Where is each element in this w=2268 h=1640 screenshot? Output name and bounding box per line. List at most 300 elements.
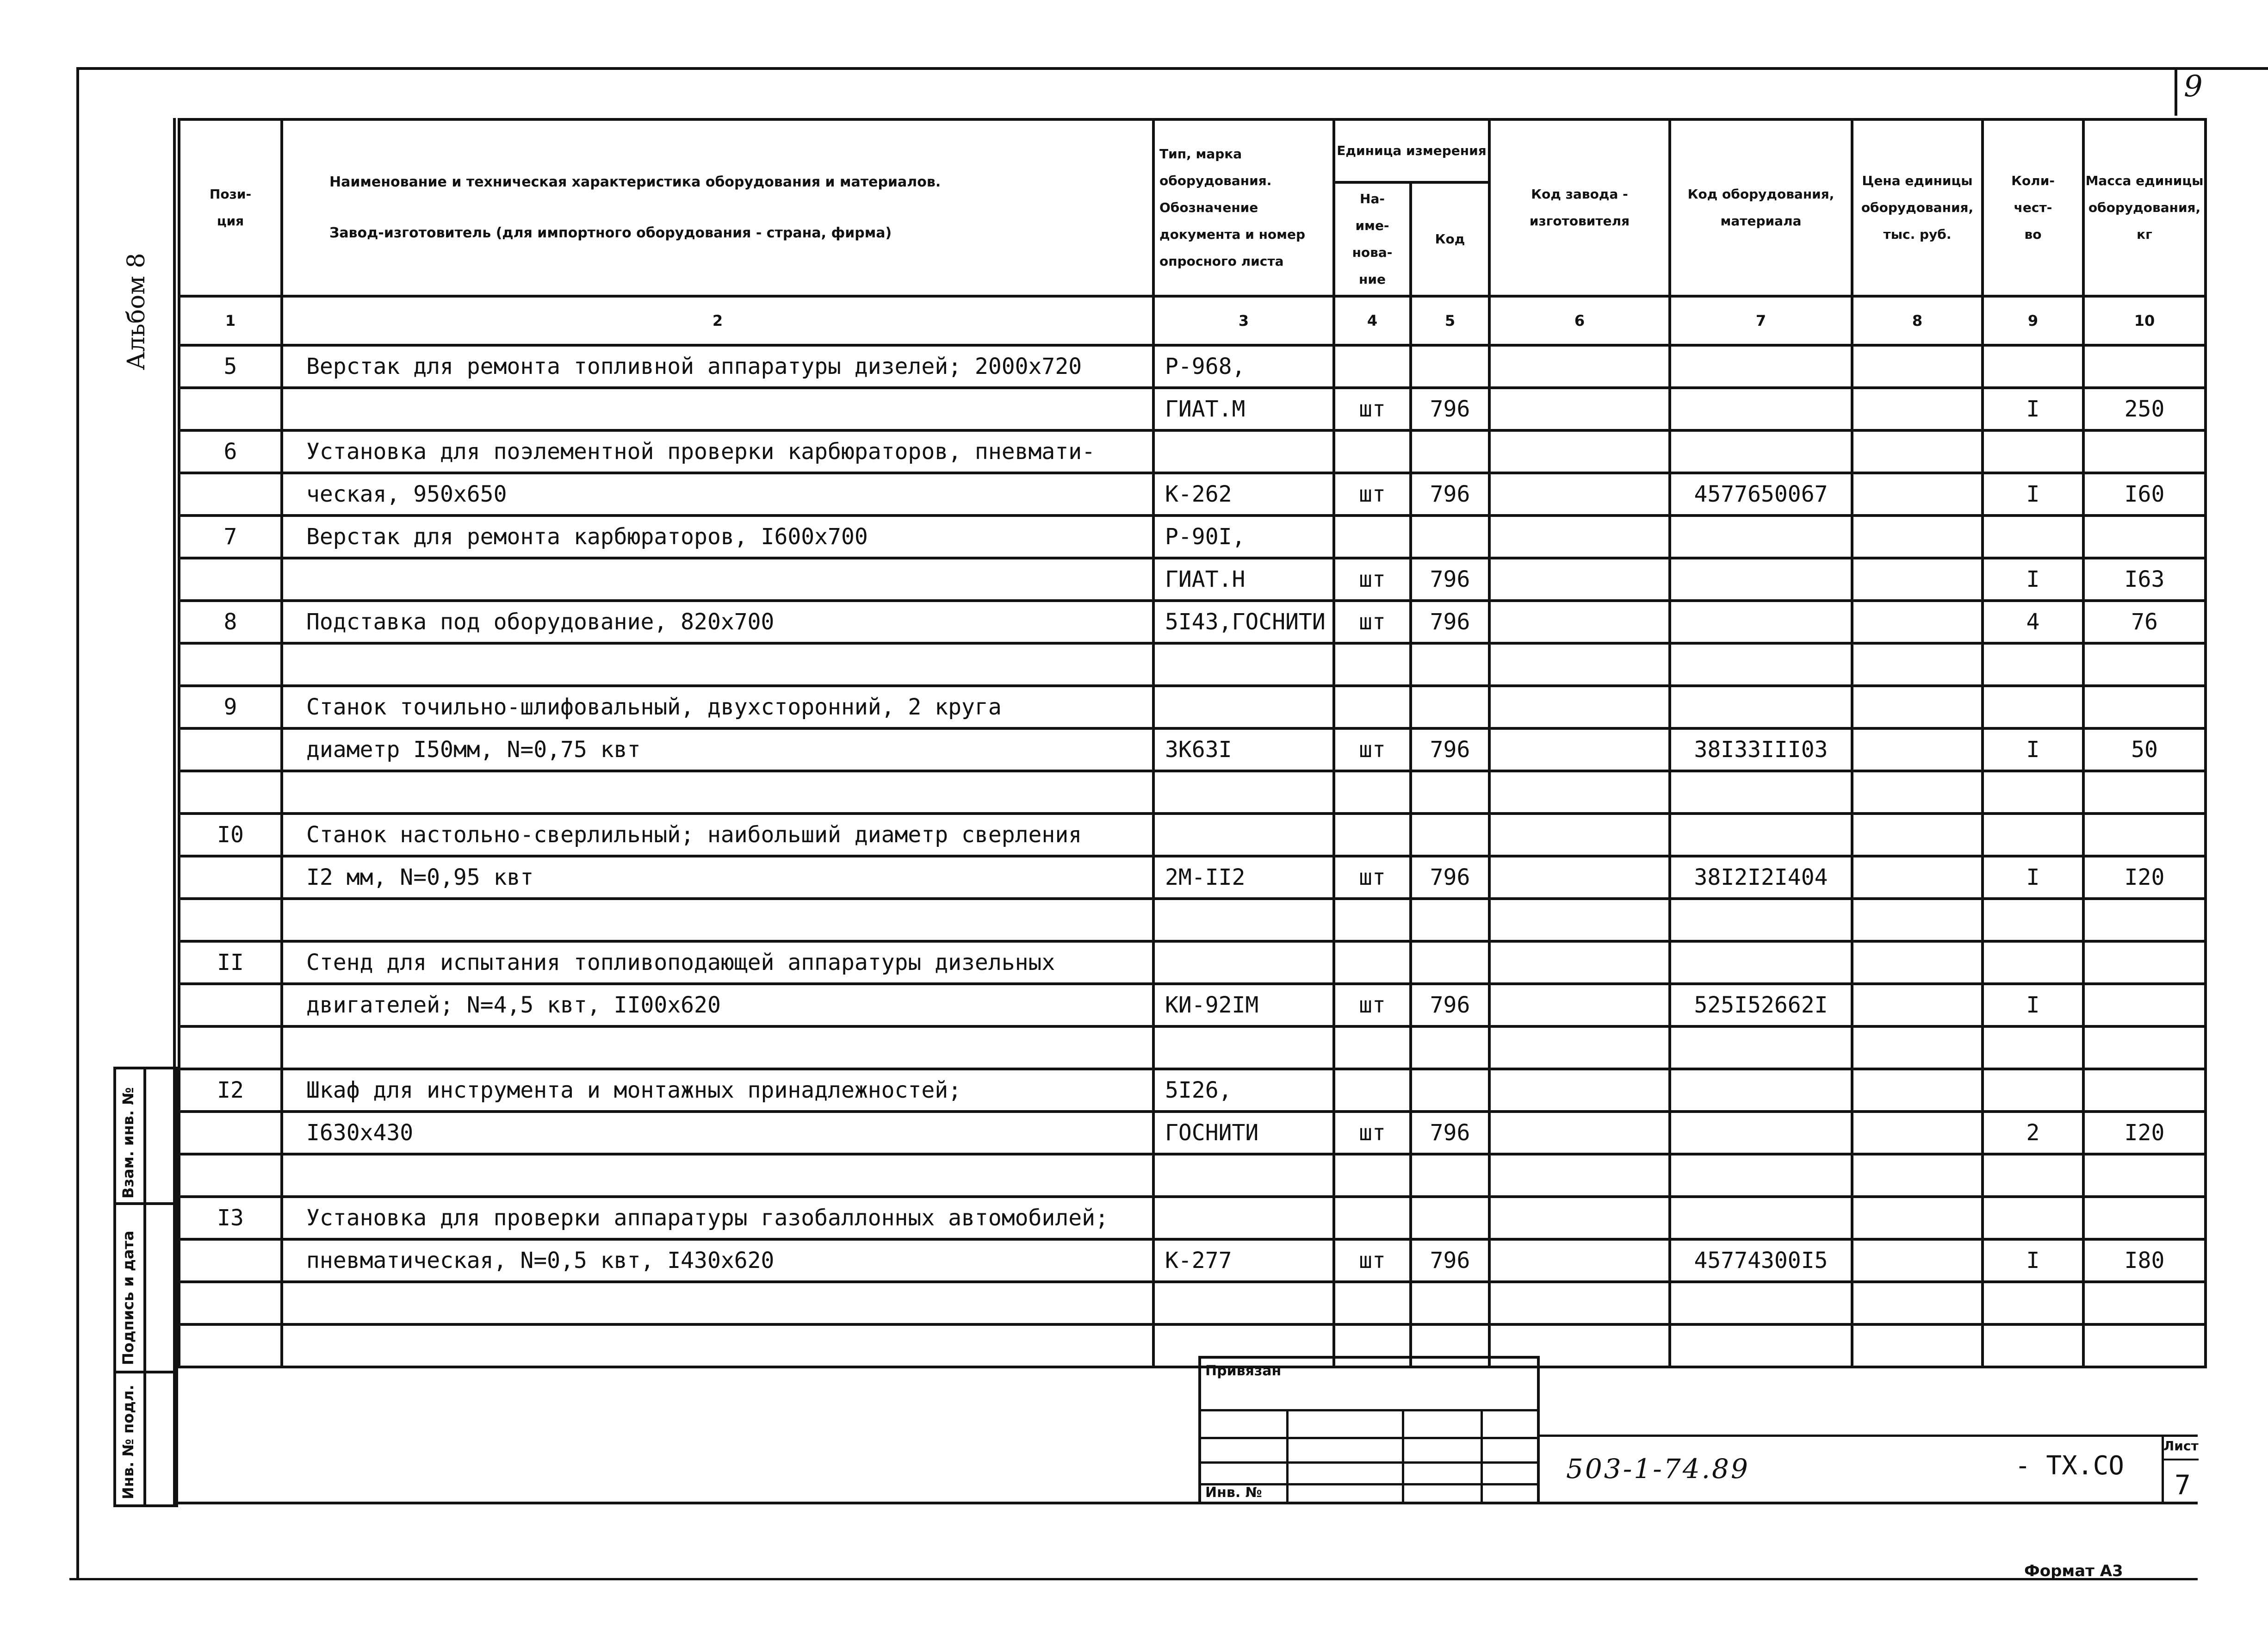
row-name	[282, 643, 1153, 686]
row-type	[1153, 1154, 1334, 1197]
row-position: 8	[179, 601, 282, 643]
row-unit-code: 796	[1411, 473, 1489, 516]
row-mass: I20	[2083, 1112, 2206, 1154]
row-qty: I	[1983, 473, 2083, 516]
row-maker-code	[1489, 516, 1670, 558]
row-price	[1852, 941, 1983, 984]
table-row	[179, 728, 2206, 771]
row-price	[1852, 984, 1983, 1026]
row-type: 3К63I	[1153, 728, 1334, 771]
row-price	[1852, 601, 1983, 643]
row-qty	[1983, 1197, 2083, 1239]
row-type: 2М-II2	[1153, 856, 1334, 899]
row-maker-code	[1489, 1197, 1670, 1239]
row-maker-code	[1489, 814, 1670, 856]
side-stamp-divider	[143, 1067, 146, 1504]
row-maker-code	[1489, 1069, 1670, 1112]
row-type	[1153, 686, 1334, 728]
attached-h1	[1198, 1409, 1537, 1411]
row-price	[1852, 1069, 1983, 1112]
col-number: 4	[1334, 296, 1411, 345]
row-name: двигателей; N=4,5 квт, II00х620	[282, 984, 1153, 1026]
row-position	[179, 1026, 282, 1069]
row-name: Станок настольно-сверлильный; наибольший диаметр сверления	[282, 814, 1153, 856]
row-position: 7	[179, 516, 282, 558]
row-price	[1852, 771, 1983, 814]
album-label: Альбом 8	[123, 253, 150, 370]
row-equip-code: 38I2I2I404	[1670, 856, 1852, 899]
table-row	[179, 1112, 2206, 1154]
row-maker-code	[1489, 558, 1670, 601]
row-mass	[2083, 430, 2206, 473]
row-mass	[2083, 516, 2206, 558]
row-unit-code: 796	[1411, 558, 1489, 601]
row-unit	[1334, 941, 1411, 984]
row-type	[1153, 430, 1334, 473]
row-position	[179, 728, 282, 771]
row-equip-code: 45774300I5	[1670, 1239, 1852, 1282]
row-position	[179, 856, 282, 899]
header-position: Пози- ция	[179, 119, 282, 296]
row-qty	[1983, 1324, 2083, 1367]
row-equip-code	[1670, 388, 1852, 430]
row-price	[1852, 728, 1983, 771]
header-mass: Масса единицы оборудования, кг	[2083, 119, 2206, 296]
row-unit-code: 796	[1411, 728, 1489, 771]
row-maker-code	[1489, 1239, 1670, 1282]
row-name: Станок точильно-шлифовальный, двухсторонний, 2 круга	[282, 686, 1153, 728]
row-name	[282, 771, 1153, 814]
row-unit-code: 796	[1411, 388, 1489, 430]
row-type	[1153, 1282, 1334, 1324]
row-unit: шт	[1334, 728, 1411, 771]
frame-top-line	[76, 67, 2268, 70]
row-position	[179, 899, 282, 941]
row-name: ческая, 950х650	[282, 473, 1153, 516]
row-mass	[2083, 686, 2206, 728]
row-position: I0	[179, 814, 282, 856]
title-top-line	[1537, 1435, 2198, 1437]
row-price	[1852, 388, 1983, 430]
row-qty: 2	[1983, 1112, 2083, 1154]
row-position: 9	[179, 686, 282, 728]
row-mass: I60	[2083, 473, 2206, 516]
row-mass	[2083, 1026, 2206, 1069]
row-unit	[1334, 1069, 1411, 1112]
col-number: 2	[282, 296, 1153, 345]
row-unit: шт	[1334, 1112, 1411, 1154]
col-number: 9	[1983, 296, 2083, 345]
row-type	[1153, 771, 1334, 814]
row-type	[1153, 814, 1334, 856]
row-name	[282, 388, 1153, 430]
row-unit-code: 796	[1411, 856, 1489, 899]
row-unit-code: 796	[1411, 1112, 1489, 1154]
row-price	[1852, 430, 1983, 473]
row-maker-code	[1489, 686, 1670, 728]
row-price	[1852, 1154, 1983, 1197]
row-equip-code	[1670, 558, 1852, 601]
table-row	[179, 430, 2206, 473]
side-replace-inv: Взам. инв. №	[119, 1087, 137, 1199]
row-qty	[1983, 643, 2083, 686]
table-row	[179, 1026, 2206, 1069]
row-name	[282, 1282, 1153, 1324]
header-unit-code: Код	[1411, 182, 1489, 296]
table-row	[179, 899, 2206, 941]
row-mass: 250	[2083, 388, 2206, 430]
row-type: ГИАТ.М	[1153, 388, 1334, 430]
row-position	[179, 643, 282, 686]
row-mass	[2083, 1324, 2206, 1367]
row-unit-code	[1411, 430, 1489, 473]
row-type: КИ-92IМ	[1153, 984, 1334, 1026]
row-position	[179, 1239, 282, 1282]
row-position	[179, 473, 282, 516]
row-type: ГИАТ.Н	[1153, 558, 1334, 601]
row-unit-code: 796	[1411, 984, 1489, 1026]
attached-h3	[1198, 1461, 1537, 1464]
row-equip-code	[1670, 1069, 1852, 1112]
table-row	[179, 1154, 2206, 1197]
row-name: Стенд для испытания топливоподающей аппаратуры дизельных	[282, 941, 1153, 984]
table-row	[179, 516, 2206, 558]
row-unit: шт	[1334, 388, 1411, 430]
row-unit-code	[1411, 899, 1489, 941]
row-equip-code	[1670, 1282, 1852, 1324]
col-number: 7	[1670, 296, 1852, 345]
header-name	[282, 119, 1153, 296]
row-maker-code	[1489, 643, 1670, 686]
row-price	[1852, 345, 1983, 388]
row-maker-code	[1489, 473, 1670, 516]
row-price	[1852, 1197, 1983, 1239]
row-position	[179, 771, 282, 814]
row-type: 5I26,	[1153, 1069, 1334, 1112]
row-mass	[2083, 1282, 2206, 1324]
row-unit-code	[1411, 814, 1489, 856]
row-position: 6	[179, 430, 282, 473]
table-row	[179, 1324, 2206, 1367]
row-mass	[2083, 1069, 2206, 1112]
row-maker-code	[1489, 1026, 1670, 1069]
row-unit	[1334, 1197, 1411, 1239]
row-unit-code	[1411, 941, 1489, 984]
col-number: 10	[2083, 296, 2206, 345]
row-qty	[1983, 1154, 2083, 1197]
row-unit	[1334, 1282, 1411, 1324]
row-qty	[1983, 899, 2083, 941]
row-unit-code	[1411, 1197, 1489, 1239]
sheet-label: Лист	[2163, 1438, 2199, 1454]
row-unit	[1334, 1154, 1411, 1197]
format-label: Формат А3	[2024, 1562, 2123, 1580]
row-maker-code	[1489, 388, 1670, 430]
row-mass	[2083, 771, 2206, 814]
row-mass: 50	[2083, 728, 2206, 771]
row-qty	[1983, 814, 2083, 856]
col-number: 1	[179, 296, 282, 345]
row-mass	[2083, 814, 2206, 856]
row-unit-code	[1411, 1154, 1489, 1197]
row-mass	[2083, 1197, 2206, 1239]
row-qty	[1983, 345, 2083, 388]
row-equip-code	[1670, 1112, 1852, 1154]
row-position	[179, 558, 282, 601]
header-name-line2: Завод-изготовитель (для импортного оборудования - страна, фирма)	[329, 225, 892, 241]
row-equip-code	[1670, 643, 1852, 686]
side-stamp-h1	[113, 1202, 175, 1205]
row-name	[282, 558, 1153, 601]
row-type	[1153, 1026, 1334, 1069]
row-equip-code	[1670, 771, 1852, 814]
row-position	[179, 984, 282, 1026]
row-equip-code	[1670, 814, 1852, 856]
row-name: I630х430	[282, 1112, 1153, 1154]
row-price	[1852, 856, 1983, 899]
row-qty: I	[1983, 558, 2083, 601]
row-equip-code	[1670, 1324, 1852, 1367]
row-unit: шт	[1334, 1239, 1411, 1282]
row-price	[1852, 516, 1983, 558]
row-type	[1153, 643, 1334, 686]
row-qty: I	[1983, 856, 2083, 899]
row-maker-code	[1489, 899, 1670, 941]
table-row	[179, 388, 2206, 430]
table-row	[179, 941, 2206, 984]
row-name: Шкаф для инструмента и монтажных принадлежностей;	[282, 1069, 1153, 1112]
side-stamp-h2	[113, 1371, 175, 1373]
row-maker-code	[1489, 941, 1670, 984]
row-unit	[1334, 771, 1411, 814]
row-equip-code: 38I33III03	[1670, 728, 1852, 771]
corner-page-fragment: 9	[2184, 69, 2203, 104]
row-position: I3	[179, 1197, 282, 1239]
specification-table	[178, 118, 2207, 1368]
row-name: диаметр I50мм, N=0,75 квт	[282, 728, 1153, 771]
row-qty	[1983, 516, 2083, 558]
row-maker-code	[1489, 601, 1670, 643]
side-inv-orig: Инв. № подл.	[119, 1385, 137, 1499]
row-name: Верстак для ремонта карбюраторов, I600х700	[282, 516, 1153, 558]
row-mass	[2083, 345, 2206, 388]
frame-left-line	[76, 67, 79, 1580]
row-maker-code	[1489, 771, 1670, 814]
row-mass	[2083, 643, 2206, 686]
attached-v1	[1286, 1409, 1289, 1502]
row-equip-code	[1670, 516, 1852, 558]
row-equip-code: 4577650067	[1670, 473, 1852, 516]
row-price	[1852, 473, 1983, 516]
row-position	[179, 388, 282, 430]
row-qty: 4	[1983, 601, 2083, 643]
row-name: пневматическая, N=0,5 квт, I430х620	[282, 1239, 1153, 1282]
row-maker-code	[1489, 856, 1670, 899]
row-type	[1153, 1197, 1334, 1239]
inv-no-label: Инв. №	[1205, 1485, 1262, 1501]
row-position	[179, 1282, 282, 1324]
row-position: II	[179, 941, 282, 984]
row-unit: шт	[1334, 473, 1411, 516]
row-qty	[1983, 1282, 2083, 1324]
col-number: 6	[1489, 296, 1670, 345]
row-name: Установка для поэлементной проверки карбюраторов, пневмати-	[282, 430, 1153, 473]
row-maker-code	[1489, 728, 1670, 771]
row-name: Верстак для ремонта топливной аппаратуры дизелей; 2000х720	[282, 345, 1153, 388]
table-row	[179, 345, 2206, 388]
row-position: I2	[179, 1069, 282, 1112]
table-row	[179, 1282, 2206, 1324]
header-equip-code: Код оборудования, материала	[1670, 119, 1852, 296]
row-unit: шт	[1334, 984, 1411, 1026]
sheet-number: 7	[2175, 1469, 2191, 1501]
table-row	[179, 1069, 2206, 1112]
row-price	[1852, 1324, 1983, 1367]
table-row	[179, 771, 2206, 814]
row-unit	[1334, 345, 1411, 388]
table-row	[179, 1239, 2206, 1282]
row-price	[1852, 643, 1983, 686]
row-maker-code	[1489, 345, 1670, 388]
row-unit	[1334, 516, 1411, 558]
attached-v2	[1402, 1409, 1404, 1502]
row-unit	[1334, 899, 1411, 941]
table-row	[179, 856, 2206, 899]
row-type: 5I43,ГОСНИТИ	[1153, 601, 1334, 643]
row-type: Р-90I,	[1153, 516, 1334, 558]
row-mass	[2083, 984, 2206, 1026]
document-code: 503-1-74.89	[1566, 1453, 1750, 1485]
row-name: Подставка под оборудование, 820х700	[282, 601, 1153, 643]
table-row	[179, 984, 2206, 1026]
row-unit-code	[1411, 643, 1489, 686]
table-row	[179, 1197, 2206, 1239]
document-suffix: - ТХ.СО	[2015, 1451, 2125, 1481]
attached-v3	[1481, 1409, 1483, 1502]
row-position	[179, 1324, 282, 1367]
row-price	[1852, 1026, 1983, 1069]
header-name-line1: Наименование и техническая характеристика оборудования и материалов.	[329, 174, 941, 190]
row-equip-code	[1670, 601, 1852, 643]
row-qty	[1983, 1069, 2083, 1112]
table-row	[179, 643, 2206, 686]
row-equip-code	[1670, 1026, 1852, 1069]
frame-bottom-line	[69, 1578, 2198, 1580]
side-sign-date: Подпись и дата	[119, 1230, 137, 1365]
row-mass	[2083, 1154, 2206, 1197]
header-unit-name: На- име- нова- ние	[1334, 182, 1411, 296]
header-price: Цена единицы оборудования, тыс. руб.	[1852, 119, 1983, 296]
attached-h2	[1198, 1437, 1537, 1439]
row-price	[1852, 899, 1983, 941]
row-unit: шт	[1334, 601, 1411, 643]
row-maker-code	[1489, 430, 1670, 473]
row-type: ГОСНИТИ	[1153, 1112, 1334, 1154]
row-unit-code	[1411, 345, 1489, 388]
row-unit: шт	[1334, 856, 1411, 899]
col-number: 8	[1852, 296, 1983, 345]
row-unit	[1334, 814, 1411, 856]
row-unit	[1334, 1026, 1411, 1069]
left-table-edge	[173, 118, 176, 1504]
row-unit-code	[1411, 686, 1489, 728]
row-type: Р-968,	[1153, 345, 1334, 388]
col-number: 5	[1411, 296, 1489, 345]
row-unit-code	[1411, 1069, 1489, 1112]
row-price	[1852, 1112, 1983, 1154]
row-price	[1852, 1282, 1983, 1324]
row-position	[179, 1112, 282, 1154]
table-row	[179, 686, 2206, 728]
row-qty	[1983, 1026, 2083, 1069]
row-qty	[1983, 430, 2083, 473]
table-row	[179, 814, 2206, 856]
row-unit	[1334, 686, 1411, 728]
specification-body	[179, 345, 2206, 1367]
row-name	[282, 1154, 1153, 1197]
row-equip-code	[1670, 345, 1852, 388]
row-unit-code	[1411, 1282, 1489, 1324]
row-qty: I	[1983, 1239, 2083, 1282]
row-position: 5	[179, 345, 282, 388]
header-type: Тип, марка оборудования. Обозначение документа и номер опросного листа	[1153, 119, 1334, 296]
row-name: I2 мм, N=0,95 квт	[282, 856, 1153, 899]
row-maker-code	[1489, 1154, 1670, 1197]
row-mass: 76	[2083, 601, 2206, 643]
row-equip-code	[1670, 941, 1852, 984]
row-unit: шт	[1334, 558, 1411, 601]
row-unit-code	[1411, 771, 1489, 814]
bottom-band-line	[173, 1502, 2198, 1504]
row-mass: I80	[2083, 1239, 2206, 1282]
header-unit-group: Единица измерения	[1334, 119, 1489, 182]
row-mass	[2083, 899, 2206, 941]
col-number: 3	[1153, 296, 1334, 345]
row-equip-code	[1670, 430, 1852, 473]
row-type: К-277	[1153, 1239, 1334, 1282]
table-row	[179, 558, 2206, 601]
row-maker-code	[1489, 1112, 1670, 1154]
row-qty	[1983, 771, 2083, 814]
row-price	[1852, 686, 1983, 728]
row-name	[282, 899, 1153, 941]
row-unit-code	[1411, 516, 1489, 558]
row-unit	[1334, 643, 1411, 686]
row-unit	[1334, 430, 1411, 473]
row-equip-code	[1670, 899, 1852, 941]
row-type	[1153, 941, 1334, 984]
row-maker-code	[1489, 984, 1670, 1026]
row-name	[282, 1026, 1153, 1069]
row-name: Установка для проверки аппаратуры газобаллонных автомобилей;	[282, 1197, 1153, 1239]
row-mass: I63	[2083, 558, 2206, 601]
row-price	[1852, 1239, 1983, 1282]
row-unit-code: 796	[1411, 1239, 1489, 1282]
row-qty	[1983, 686, 2083, 728]
row-maker-code	[1489, 1282, 1670, 1324]
row-equip-code	[1670, 1154, 1852, 1197]
column-number-row	[179, 296, 2206, 345]
row-mass	[2083, 941, 2206, 984]
header-qty: Коли- чест- во	[1983, 119, 2083, 296]
row-qty: I	[1983, 388, 2083, 430]
table-row	[179, 473, 2206, 516]
row-type: К-262	[1153, 473, 1334, 516]
header-maker-code: Код завода - изготовителя	[1489, 119, 1670, 296]
sheet-divider-h	[2162, 1459, 2199, 1460]
row-equip-code	[1670, 686, 1852, 728]
row-price	[1852, 814, 1983, 856]
